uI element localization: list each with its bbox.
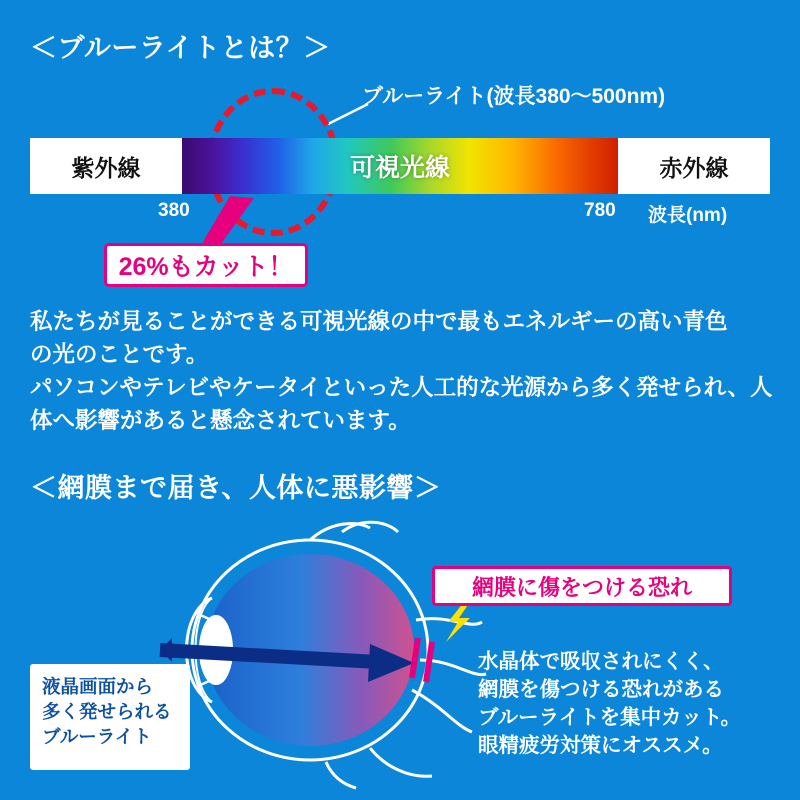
note-line-1: 水晶体で吸収されにくく、 (478, 650, 724, 673)
spectrum-visible-label: 可視光線 (349, 154, 450, 182)
description-paragraph (30, 306, 774, 436)
leader-line-icon (322, 100, 370, 126)
description-line-4: 体へ影響があると懸念されています。 (30, 408, 411, 433)
spectrum-diagram (30, 138, 770, 194)
spectrum-bar (30, 138, 770, 194)
description-line-2: の光のことです。 (30, 342, 209, 367)
wavelength-end-label: 780 (584, 200, 616, 221)
lcd-callout-line-1: 液晶画面から (42, 676, 154, 697)
lcd-callout-line-2: 多く発せられる (42, 701, 172, 722)
description-line-3: パソコンやテレビやケータイといった人工的な光源から多く発せられ、人 (30, 375, 773, 400)
section-heading-retina: ＜網膜まで届き、人体に悪影響＞ (30, 473, 442, 503)
spectrum-segment-visible (182, 138, 618, 194)
bluelight-range-caption: ブルーライト(波長380〜500nm) (362, 85, 666, 108)
spectrum-segment-ir: 赤外線 (618, 138, 770, 194)
wavelength-start-label: 380 (158, 200, 190, 221)
product-note-paragraph (478, 648, 778, 760)
lcd-callout-line-3: ブルーライト (42, 726, 152, 747)
wavelength-unit-label: 波長(nm) (648, 205, 728, 226)
note-line-3: ブルーライトを集中カット。 (478, 706, 742, 729)
cut-percentage-badge: 26%もカット！ (104, 243, 308, 287)
section-heading-bluelight: ＜ブルーライトとは？＞ (30, 33, 331, 63)
retina-warning-badge: 網膜に傷をつける恐れ (432, 566, 732, 606)
note-line-4: 眼精疲労対策にオススメ。 (478, 734, 723, 757)
lightning-bolt-icon (440, 602, 480, 642)
lcd-source-callout (30, 664, 190, 770)
spectrum-segment-uv: 紫外線 (30, 138, 182, 194)
note-line-2: 網膜を傷つける恐れがある (478, 678, 724, 701)
description-line-1: 私たちが見ることができる可視光線の中で最もエネルギーの高い青色 (30, 309, 728, 334)
